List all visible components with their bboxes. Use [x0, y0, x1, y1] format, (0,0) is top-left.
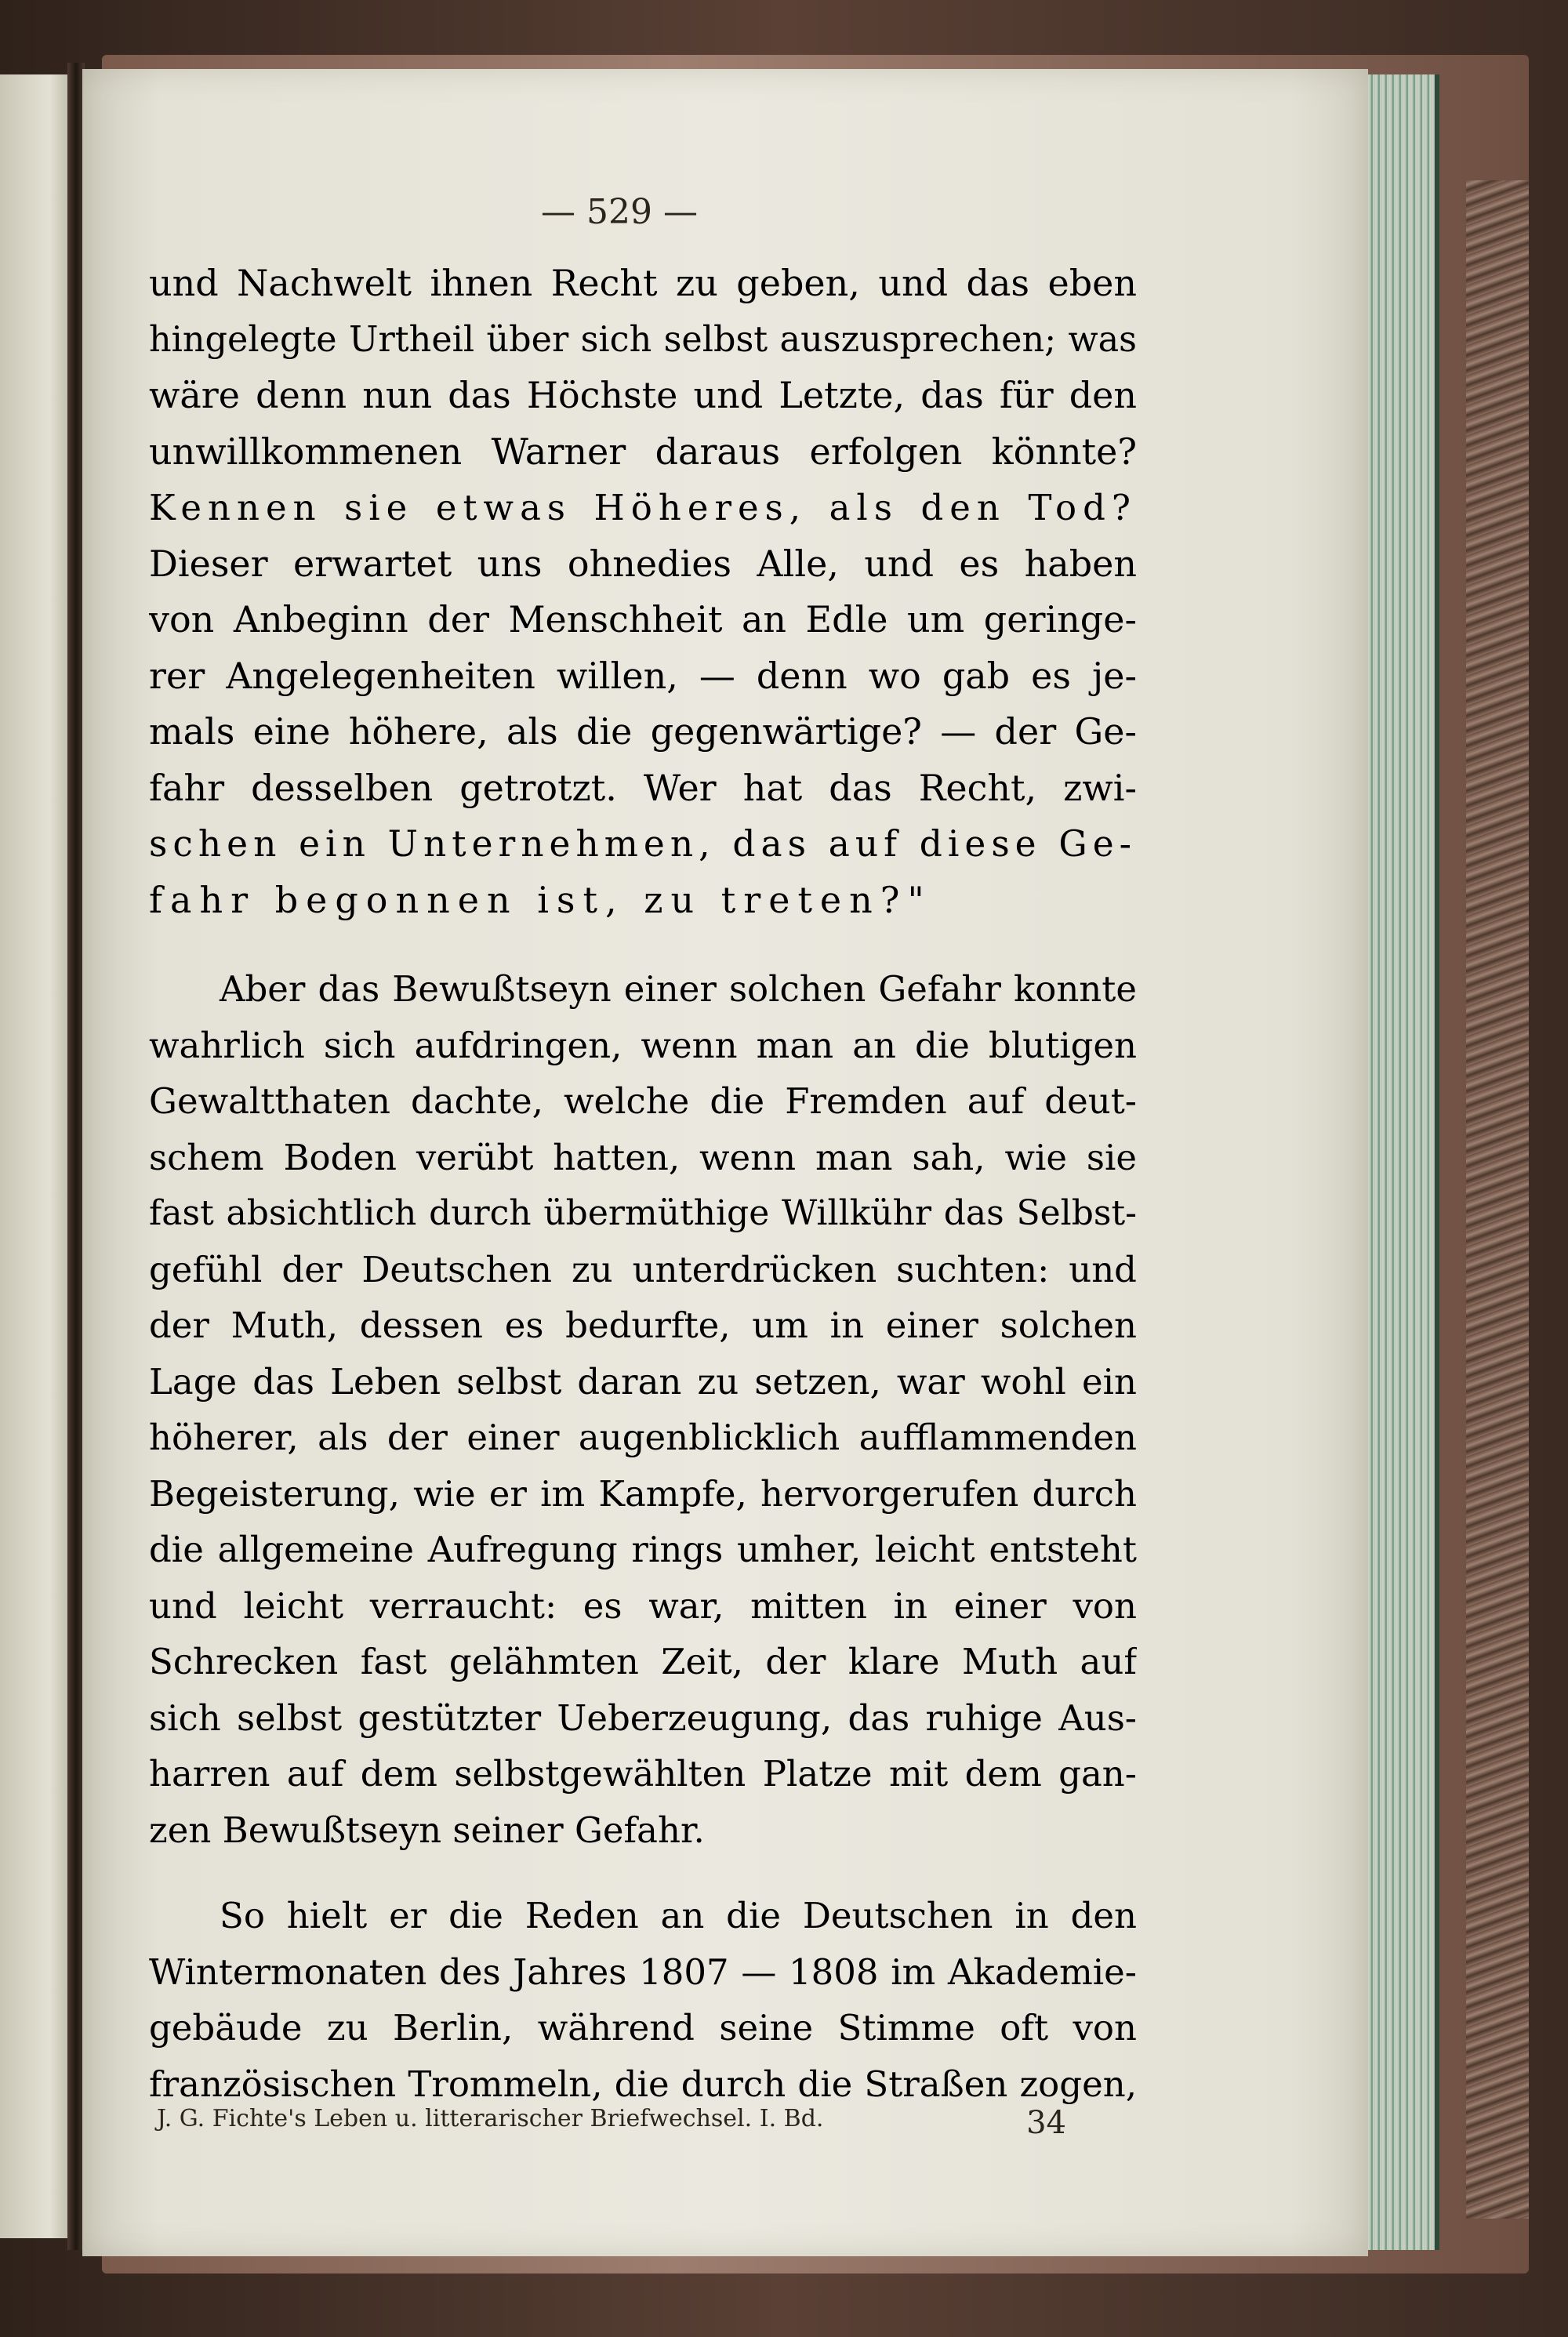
footer-title: J. G. Fichte's Leben u. litterarischer Briefwechsel. I. Bd.: [157, 2105, 824, 2132]
text-line: sich selbst gestützter Ueberzeugung, das ruhige Aus-: [149, 1697, 1137, 1739]
paragraph-3: [149, 1888, 1137, 2112]
text-line: fahr begonnen ist, zu treten?": [149, 878, 932, 921]
text-line: Gewaltthaten dachte, welche die Fremden auf deut-: [149, 1080, 1137, 1122]
text-line: fahr desselben getrotzt. Wer hat das Recht, zwi-: [149, 766, 1137, 809]
text-line: gefühl der Deutschen zu unterdrücken suchten: und: [149, 1248, 1137, 1290]
page-fore-edge: [1368, 74, 1439, 2250]
paragraph-spacer: [149, 1858, 1137, 1888]
text-line: Begeisterung, wie er im Kampfe, hervorgerufen durch: [149, 1472, 1137, 1515]
text-line: harren auf dem selbstgewählten Platze mit dem gan-: [149, 1753, 1137, 1794]
text-line: Lage das Leben selbst daran zu setzen, war wohl ein: [149, 1360, 1137, 1403]
text-line: die allgemeine Aufregung rings umher, leicht entsteht: [149, 1529, 1137, 1570]
paragraph-1: [149, 256, 1137, 928]
text-line: schem Boden verübt hatten, wenn man sah, wie sie: [149, 1136, 1137, 1178]
text-line: fast absichtlich durch übermüthige Willkühr das Selbst-: [149, 1193, 1137, 1233]
text-line: und Nachwelt ihnen Recht zu geben, und das eben: [149, 262, 1137, 304]
text-line: unwillkommenen Warner daraus erfolgen könnte?: [149, 430, 1137, 473]
marbled-cover-edge: [1466, 180, 1529, 2219]
signature-mark: 34: [1026, 2105, 1066, 2141]
text-line: der Muth, dessen es bedurfte, um in einer solchen: [149, 1305, 1137, 1346]
text-line: und leicht verraucht: es war, mitten in einer von: [149, 1584, 1137, 1627]
text-line: Aber das Bewußtseyn einer solchen Gefahr konnte: [220, 968, 1137, 1010]
text-line: mals eine höhere, als die gegenwärtige? — der Ge-: [149, 710, 1137, 753]
text-line: Kennen sie etwas Höheres, als den Tod?: [149, 487, 1137, 528]
text-line: von Anbeginn der Menschheit an Edle um geringe-: [149, 598, 1137, 640]
text-line: So hielt er die Reden an die Deutschen in den: [220, 1895, 1137, 1936]
text-line: Dieser erwartet uns ohnedies Alle, und es haben: [149, 542, 1137, 585]
text-line: rer Angelegenheiten willen, — denn wo gab es je-: [149, 654, 1137, 697]
left-page-edge: [0, 74, 73, 2238]
paragraph-spacer: [149, 928, 1137, 961]
text-line: zen Bewußtseyn seiner Gefahr.: [149, 1809, 705, 1851]
text-line: Schrecken fast gelähmten Zeit, der klare Muth auf: [149, 1641, 1137, 1682]
text-line: gebäude zu Berlin, während seine Stimme oft von: [149, 2007, 1137, 2049]
text-line: wahrlich sich aufdringen, wenn man an die blutigen: [149, 1024, 1137, 1066]
text-line: wäre denn nun das Höchste und Letzte, das für den: [149, 374, 1137, 416]
text-line: Wintermonaten des Jahres 1807 — 1808 im Akademie-: [149, 1951, 1137, 1993]
text-line: hingelegte Urtheil über sich selbst auszusprechen; was: [149, 319, 1137, 360]
page-body: [149, 256, 1137, 2112]
paragraph-2: [149, 961, 1137, 1858]
text-line: höherer, als der einer augenblicklich aufflammenden: [149, 1417, 1137, 1458]
text-line: französischen Trommeln, die durch die Straßen zogen,: [149, 2063, 1137, 2105]
text-line: schen ein Unternehmen, das auf diese Ge-: [149, 823, 1137, 865]
page-number: — 529 —: [541, 192, 698, 232]
page-footer: [157, 2105, 1066, 2141]
